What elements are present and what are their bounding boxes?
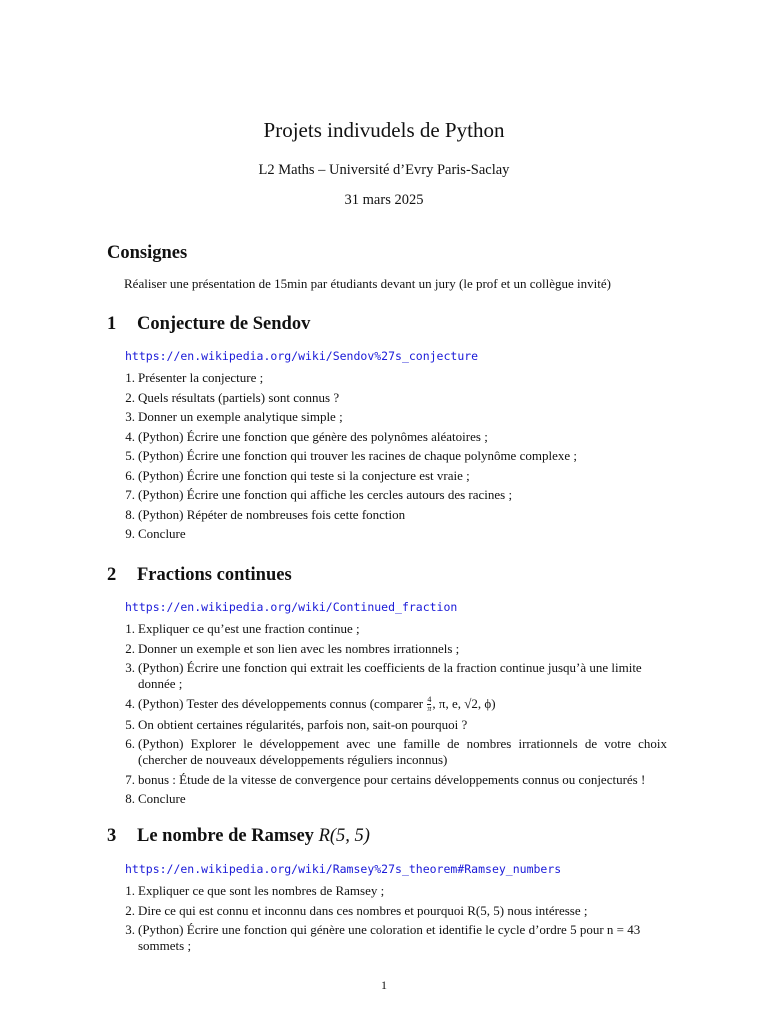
document-subtitle: L2 Maths – Université d’Evry Paris-Saclay	[258, 162, 510, 178]
consignes-heading: Consignes	[107, 243, 188, 263]
section-1-link[interactable]: https://en.wikipedia.org/wiki/Sendov%27s_conjecture	[125, 349, 479, 363]
list-item: 2 . Quels résultats (partiels) sont connus ?	[107, 390, 667, 406]
list-item: 3 . (Python) Écrire une fonction qui extrait les coefficients de la fraction continue jusqu’à une limite donnée ;	[107, 660, 667, 692]
list-item: 5 . (Python) Écrire une fonction qui trouver les racines de chaque polynôme complexe ;	[107, 448, 667, 464]
section-title: Conjecture de Sendov	[137, 314, 311, 334]
list-item: 4 . (Python) Tester des développements connus (comparer $\frac{4}{\pi}$ , π, e, √2, ϕ)	[107, 696, 667, 714]
list-item: 6 . (Python) Explorer le développement avec une famille de nombres irrationnels de votre choix (chercher de nouveaux développements réguliers inconnus)	[107, 736, 667, 768]
list-item: 2 . Donner un exemple et son lien avec les nombres irrationnels ;	[107, 641, 667, 657]
section-1-heading	[107, 314, 310, 335]
section-title: Le nombre de Ramsey	[137, 826, 319, 846]
section-title-math: R(5, 5)	[318, 826, 370, 846]
list-item: 1 . Expliquer ce que sont les nombres de Ramsey ;	[107, 883, 667, 899]
fraction-denominator: π	[427, 704, 432, 714]
list-item: 6 . (Python) Écrire une fonction qui teste si la conjecture est vraie ;	[107, 468, 667, 484]
consignes-text: Réaliser une présentation de 15min par étudiants devant un jury (le prof et un collègue invité)	[124, 276, 611, 291]
list-item: 3 . Donner un exemple analytique simple ;	[107, 409, 667, 425]
section-2-heading	[107, 565, 292, 586]
page-number: 1	[381, 978, 387, 992]
list-item: 9 . Conclure	[107, 526, 667, 542]
list-item: 1 . Présenter la conjecture ;	[107, 370, 667, 386]
list-item: 7 . (Python) Écrire une fonction qui affiche les cercles autours des racines ;	[107, 487, 667, 503]
list-item: 2 . Dire ce qui est connu et inconnu dans ces nombres et pourquoi R(5, 5) nous intéresse ;	[107, 903, 667, 919]
section-3-list	[107, 883, 667, 954]
section-2-link[interactable]: https://en.wikipedia.org/wiki/Continued_fraction	[125, 600, 458, 614]
document-title: Projets indivudels de Python	[263, 118, 505, 142]
fraction-numerator: 4	[427, 695, 432, 705]
list-item: 1 . Expliquer ce qu’est une fraction continue ;	[107, 621, 667, 637]
list-item: 7 . bonus : Étude de la vitesse de convergence pour certains développements connus ou conjecturés !	[107, 772, 667, 788]
document-date: 31 mars 2025	[344, 192, 424, 208]
list-item: 8 . Conclure	[107, 791, 667, 807]
section-3-heading	[107, 826, 370, 847]
section-3-link[interactable]: https://en.wikipedia.org/wiki/Ramsey%27s_theorem#Ramsey_numbers	[125, 862, 562, 876]
list-item: 8 . (Python) Répéter de nombreuses fois cette fonction	[107, 507, 667, 523]
list-item: 3 . (Python) Écrire une fonction qui génère une coloration et identifie le cycle d’ordre 5 pour n = 43 sommets ;	[107, 922, 667, 954]
section-1-list	[107, 370, 667, 542]
section-number: 3	[107, 826, 117, 846]
list-item: 5 . On obtient certaines régularités, parfois non, sait-on pourquoi ?	[107, 717, 667, 733]
section-number: 1	[107, 314, 117, 334]
section-2-list	[107, 621, 667, 807]
section-title: Fractions continues	[137, 565, 292, 585]
section-number: 2	[107, 565, 117, 585]
list-item: 4 . (Python) Écrire une fonction que génère des polynômes aléatoires ;	[107, 429, 667, 445]
